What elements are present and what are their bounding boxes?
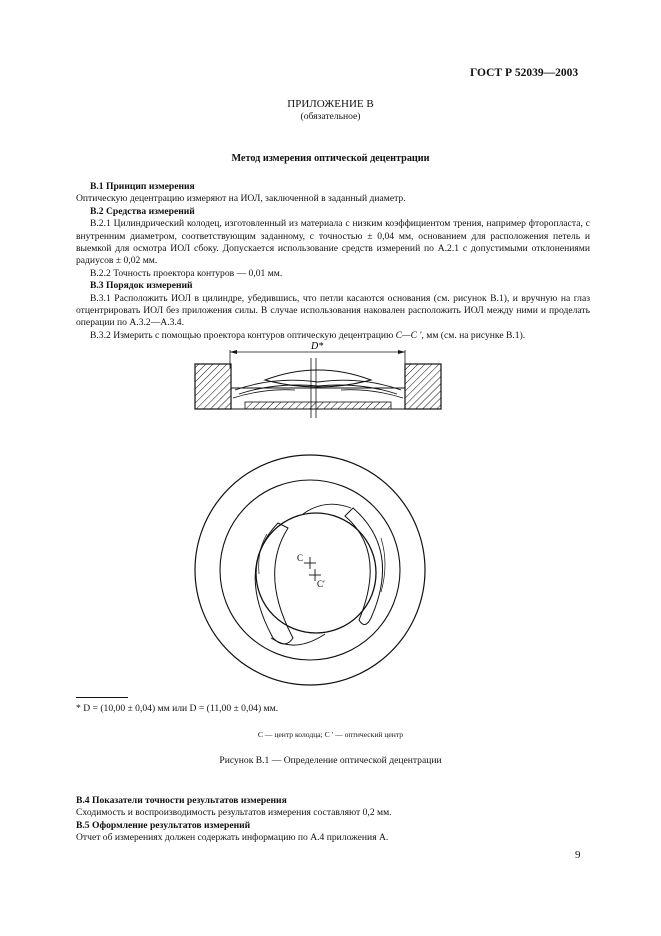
section-b32-suffix: , мм (см. на рисунке В.1). bbox=[421, 329, 526, 341]
appendix-title: ПРИЛОЖЕНИЕ В bbox=[287, 98, 374, 110]
section-b4-heading: В.4 Показатели точности результатов измерения bbox=[76, 795, 287, 806]
page-number: 9 bbox=[575, 849, 581, 861]
figure-legend: С — центр колодца; С ′ — оптический центр bbox=[257, 730, 404, 739]
cross-section-view bbox=[195, 341, 441, 418]
footnote: * D = (10,00 ± 0,04) мм или D = (11,00 ± 0,04) мм. bbox=[76, 703, 279, 714]
section-b3-heading: В.3 Порядок измерений bbox=[90, 280, 193, 292]
section-b5-heading: В.5 Оформление результатов измерений bbox=[76, 819, 251, 831]
section-b32-prefix: В.3.2 Измерить с помощью проектора контуров оптическую децентрацию bbox=[90, 329, 396, 341]
section-b22-text: В.2.2 Точность проектора контуров — 0,01 мм. bbox=[90, 267, 283, 279]
section-b2-heading: В.2 Средства измерений bbox=[90, 205, 195, 217]
decentration-figure bbox=[175, 338, 445, 700]
right-wall bbox=[405, 364, 441, 409]
section-b21-text: В.2.1 Цилиндрический колодец, изготовленный из материала с низким коэффициентом трения, например фторопласта, с внутренним диаметром, соответствующим заданному, с точностью ± 0,04 мм, основанием для расположения петель и выемкой для осмотра ИОЛ сбоку. Допускается использование средств измерений по А.2.1 с допустимыми отклонениями радиусов ± 0,02 мм. bbox=[76, 218, 590, 267]
haptic-right bbox=[345, 508, 383, 625]
haptic-left bbox=[255, 523, 293, 644]
outer-ring bbox=[195, 455, 425, 685]
footnote-separator bbox=[76, 697, 128, 698]
section-b1-heading: В.1 Принцип измерения bbox=[90, 181, 195, 192]
section-b4-text: Сходимость и воспроизводимость результатов измерения составляют 0,2 мм. bbox=[76, 807, 392, 819]
section-b32-symbol: С—С ′ bbox=[395, 329, 422, 341]
document-code: ГОСТ Р 52039—2003 bbox=[470, 67, 579, 79]
dimension-label: D* bbox=[311, 341, 324, 352]
left-wall bbox=[195, 364, 231, 409]
figure-caption: Рисунок В.1 — Определение оптической децентрации bbox=[219, 755, 442, 766]
center-c-label: C bbox=[297, 553, 304, 563]
center-c-prime-label: C′ bbox=[317, 579, 325, 589]
lens-profile bbox=[265, 370, 371, 387]
method-title: Метод измерения оптической децентрации bbox=[231, 153, 430, 164]
section-b31-text: В.3.1 Расположить ИОЛ в цилиндре, убедившись, что петли касаются основания (см. рисунок В.1), и вручную на глаз отцентрировать ИОЛ без приложения силы. В случае использования наковален расположить ИОЛ между ними и проделать операции по А.3.2—А.3.4. bbox=[76, 292, 590, 329]
section-b1-text: Оптическую децентрацию измеряют на ИОЛ, заключенной в заданный диаметр. bbox=[76, 193, 406, 205]
section-text-block-2 bbox=[76, 795, 590, 845]
section-text-block bbox=[76, 181, 590, 342]
top-view bbox=[195, 455, 425, 685]
section-b5-text: Отчет об измерениях должен содержать информацию по А.4 приложения А. bbox=[76, 832, 389, 844]
appendix-subtitle: (обязательное) bbox=[300, 111, 361, 122]
